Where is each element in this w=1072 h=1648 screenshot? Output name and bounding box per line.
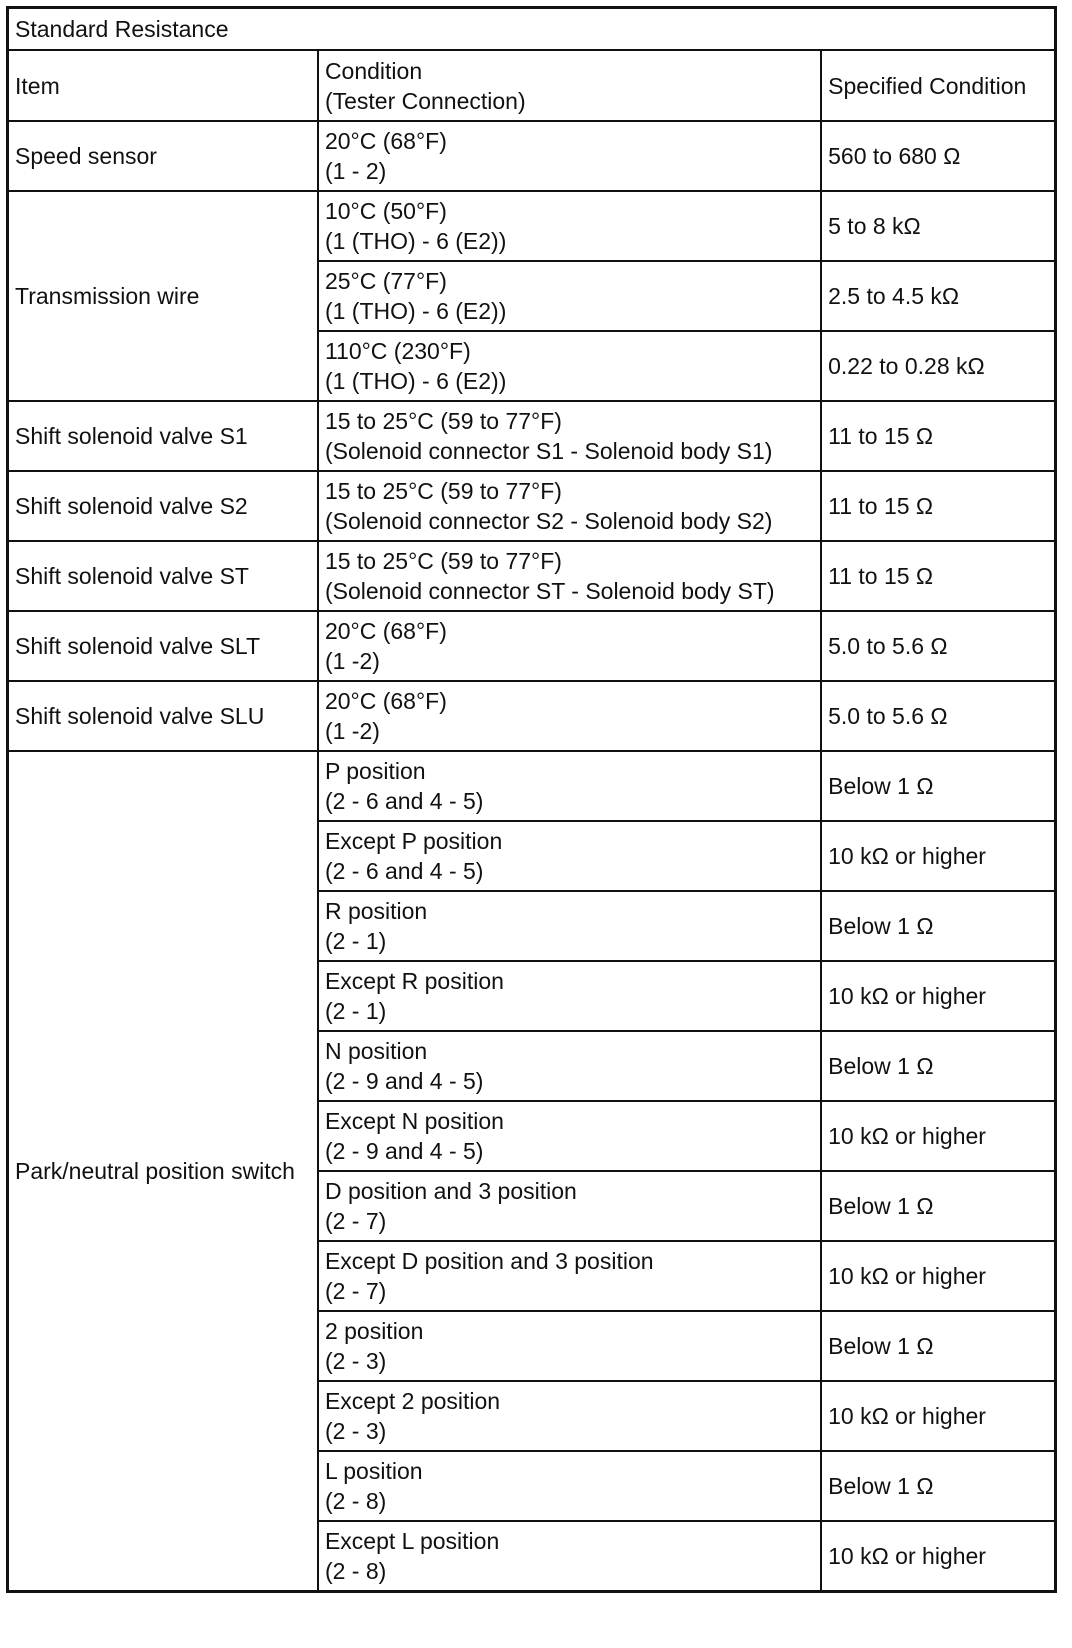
condition-cell xyxy=(318,331,821,401)
spec-cell: 10 kΩ or higher xyxy=(821,1241,1055,1311)
item-cell: Transmission wire xyxy=(8,191,318,401)
header-condition-line2: (Tester Connection) xyxy=(324,87,526,114)
spec-cell: 5.0 to 5.6 Ω xyxy=(821,681,1055,751)
item-cell: Shift solenoid valve SLT xyxy=(8,611,318,681)
condition-line1: Except L position xyxy=(324,1528,500,1554)
condition-line1: N position xyxy=(324,1038,428,1064)
condition-cell xyxy=(318,1101,821,1171)
condition-cell xyxy=(318,1521,821,1592)
condition-cell xyxy=(318,821,821,891)
condition-line1: Except 2 position xyxy=(324,1388,501,1414)
condition-line2: (1 - 2) xyxy=(324,158,387,184)
spec-cell: 560 to 680 Ω xyxy=(821,121,1055,191)
condition-cell xyxy=(318,1241,821,1311)
spec-cell: 0.22 to 0.28 kΩ xyxy=(821,331,1055,401)
condition-line1: 10°C (50°F) xyxy=(324,198,447,224)
condition-line2: (1 -2) xyxy=(324,648,380,674)
condition-cell xyxy=(318,471,821,541)
condition-line1: Except R position xyxy=(324,968,504,994)
condition-line1: 2 position xyxy=(324,1318,424,1344)
table-row xyxy=(8,681,1056,751)
table-row xyxy=(8,121,1056,191)
condition-line1: D position and 3 position xyxy=(324,1178,577,1204)
standard-resistance-table xyxy=(6,6,1057,1593)
spec-cell: Below 1 Ω xyxy=(821,891,1055,961)
condition-line2: (Solenoid connector S2 - Solenoid body S2) xyxy=(324,508,773,534)
item-cell: Shift solenoid valve S2 xyxy=(8,471,318,541)
condition-line2: (2 - 1) xyxy=(324,998,387,1024)
spec-cell: Below 1 Ω xyxy=(821,1451,1055,1521)
table-title: Standard Resistance xyxy=(8,8,1056,51)
condition-line2: (2 - 8) xyxy=(324,1558,387,1584)
standard-resistance-table-frame xyxy=(6,6,1057,1593)
condition-line2: (2 - 3) xyxy=(324,1418,387,1444)
header-specified-condition: Specified Condition xyxy=(821,50,1055,121)
header-condition-line1: Condition xyxy=(324,57,423,84)
spec-cell: 5 to 8 kΩ xyxy=(821,191,1055,261)
condition-cell xyxy=(318,1031,821,1101)
item-cell: Speed sensor xyxy=(8,121,318,191)
header-condition xyxy=(318,50,821,121)
condition-cell xyxy=(318,261,821,331)
condition-line1: 15 to 25°C (59 to 77°F) xyxy=(324,408,562,434)
condition-line1: 15 to 25°C (59 to 77°F) xyxy=(324,478,562,504)
spec-cell: 10 kΩ or higher xyxy=(821,1521,1055,1592)
condition-line2: (1 -2) xyxy=(324,718,380,744)
condition-line2: (1 (THO) - 6 (E2)) xyxy=(324,298,507,324)
condition-line2: (2 - 8) xyxy=(324,1488,387,1514)
condition-line2: (2 - 1) xyxy=(324,928,387,954)
table-row xyxy=(8,401,1056,471)
condition-line1: 15 to 25°C (59 to 77°F) xyxy=(324,548,562,574)
condition-line1: R position xyxy=(324,898,428,924)
condition-line2: (Solenoid connector S1 - Solenoid body S1) xyxy=(324,438,773,464)
condition-line2: (2 - 7) xyxy=(324,1208,387,1234)
spec-cell: Below 1 Ω xyxy=(821,1031,1055,1101)
condition-line1: Except D position and 3 position xyxy=(324,1248,654,1274)
table-row xyxy=(8,541,1056,611)
condition-cell xyxy=(318,1451,821,1521)
header-item: Item xyxy=(8,50,318,121)
condition-line1: 25°C (77°F) xyxy=(324,268,447,294)
condition-line2: (2 - 9 and 4 - 5) xyxy=(324,1068,484,1094)
condition-line1: Except N position xyxy=(324,1108,504,1134)
condition-line1: 20°C (68°F) xyxy=(324,128,447,154)
condition-line2: (2 - 3) xyxy=(324,1348,387,1374)
condition-cell xyxy=(318,541,821,611)
condition-cell xyxy=(318,121,821,191)
condition-line2: (1 (THO) - 6 (E2)) xyxy=(324,368,507,394)
condition-cell xyxy=(318,891,821,961)
condition-cell xyxy=(318,191,821,261)
spec-cell: 2.5 to 4.5 kΩ xyxy=(821,261,1055,331)
item-cell: Shift solenoid valve SLU xyxy=(8,681,318,751)
spec-cell: 11 to 15 Ω xyxy=(821,471,1055,541)
spec-cell: Below 1 Ω xyxy=(821,1171,1055,1241)
item-cell: Shift solenoid valve S1 xyxy=(8,401,318,471)
condition-cell xyxy=(318,1381,821,1451)
condition-cell xyxy=(318,751,821,821)
spec-cell: 10 kΩ or higher xyxy=(821,821,1055,891)
condition-line1: L position xyxy=(324,1458,423,1484)
condition-cell xyxy=(318,1311,821,1381)
item-cell: Park/neutral position switch xyxy=(8,751,318,1592)
condition-cell xyxy=(318,401,821,471)
spec-cell: 11 to 15 Ω xyxy=(821,541,1055,611)
spec-cell: 10 kΩ or higher xyxy=(821,1381,1055,1451)
spec-cell: 5.0 to 5.6 Ω xyxy=(821,611,1055,681)
condition-cell xyxy=(318,961,821,1031)
table-row xyxy=(8,751,1056,821)
condition-cell xyxy=(318,681,821,751)
condition-line1: Except P position xyxy=(324,828,503,854)
spec-cell: 11 to 15 Ω xyxy=(821,401,1055,471)
condition-line2: (2 - 6 and 4 - 5) xyxy=(324,858,484,884)
spec-cell: Below 1 Ω xyxy=(821,1311,1055,1381)
table-header-row xyxy=(8,50,1056,121)
condition-line1: P position xyxy=(324,758,426,784)
condition-cell xyxy=(318,1171,821,1241)
condition-line1: 20°C (68°F) xyxy=(324,618,447,644)
condition-line2: (1 (THO) - 6 (E2)) xyxy=(324,228,507,254)
condition-cell xyxy=(318,611,821,681)
item-cell: Shift solenoid valve ST xyxy=(8,541,318,611)
table-row xyxy=(8,471,1056,541)
table-row xyxy=(8,611,1056,681)
spec-cell: Below 1 Ω xyxy=(821,751,1055,821)
table-title-row xyxy=(8,8,1056,51)
condition-line2: (2 - 7) xyxy=(324,1278,387,1304)
condition-line2: (2 - 9 and 4 - 5) xyxy=(324,1138,484,1164)
spec-cell: 10 kΩ or higher xyxy=(821,1101,1055,1171)
condition-line2: (2 - 6 and 4 - 5) xyxy=(324,788,484,814)
table-row xyxy=(8,191,1056,261)
condition-line2: (Solenoid connector ST - Solenoid body ST) xyxy=(324,578,775,604)
spec-cell: 10 kΩ or higher xyxy=(821,961,1055,1031)
condition-line1: 110°C (230°F) xyxy=(324,338,471,364)
condition-line1: 20°C (68°F) xyxy=(324,688,447,714)
